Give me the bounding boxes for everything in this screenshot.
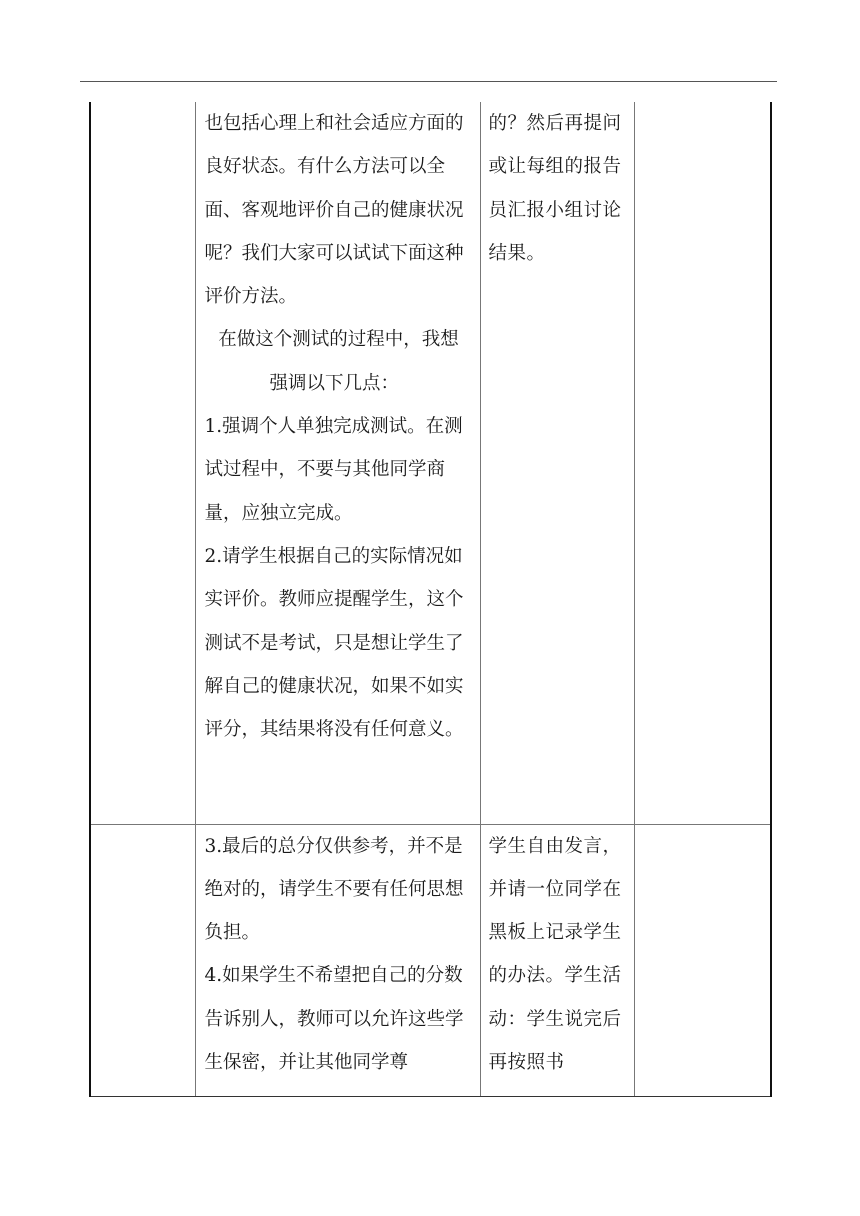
paragraph-health-intro: 也包括心理上和社会适应方面的良好状态。有什么方法可以全面、客观地评价自己的健康状况呢？我们大家可以试试下面这种评价方法。 <box>204 113 464 308</box>
row1-activity-cell <box>480 102 634 824</box>
table-row <box>90 824 771 1096</box>
paragraph-test-process: 在做这个测试的过程中，我想 <box>218 329 459 351</box>
row1-col4-cell <box>634 102 771 824</box>
paragraph-point-2: 2.请学生根据自己的实际情况如实评价。教师应提醒学生，这个测试不是考试，只是想让学生了解自己的健康状况，如果不如实评分，其结果将没有任何意义。 <box>204 545 464 741</box>
paragraph-point-3: 3.最后的总分仅供参考，并不是绝对的，请学生不要有任何思想负担。 <box>204 835 464 944</box>
row2-col1-cell <box>90 824 195 1096</box>
paragraph-emphasis: 强调以下几点： <box>269 372 400 394</box>
row1-content-cell <box>195 102 480 824</box>
activity-text: 的？然后再提问或让每组的报告员汇报小组讨论结果。 <box>488 113 622 264</box>
table-row <box>90 102 771 824</box>
header-rule <box>80 81 777 82</box>
row2-activity-cell <box>480 824 634 1096</box>
paragraph-point-4: 4.如果学生不希望把自己的分数告诉别人，教师可以允许这些学生保密，并让其他同学尊 <box>204 965 464 1073</box>
lesson-plan-table <box>89 102 772 1097</box>
row2-col4-cell <box>634 824 771 1096</box>
row2-content-cell <box>195 824 480 1096</box>
row1-col1-cell <box>90 102 195 824</box>
paragraph-point-1: 1.强调个人单独完成测试。在测试过程中，不要与其他同学商量，应独立完成。 <box>204 416 463 524</box>
activity-text: 学生自由发言，并请一位同学在黑板上记录学生的办法。学生活动：学生说完后再按照书 <box>488 835 622 1073</box>
